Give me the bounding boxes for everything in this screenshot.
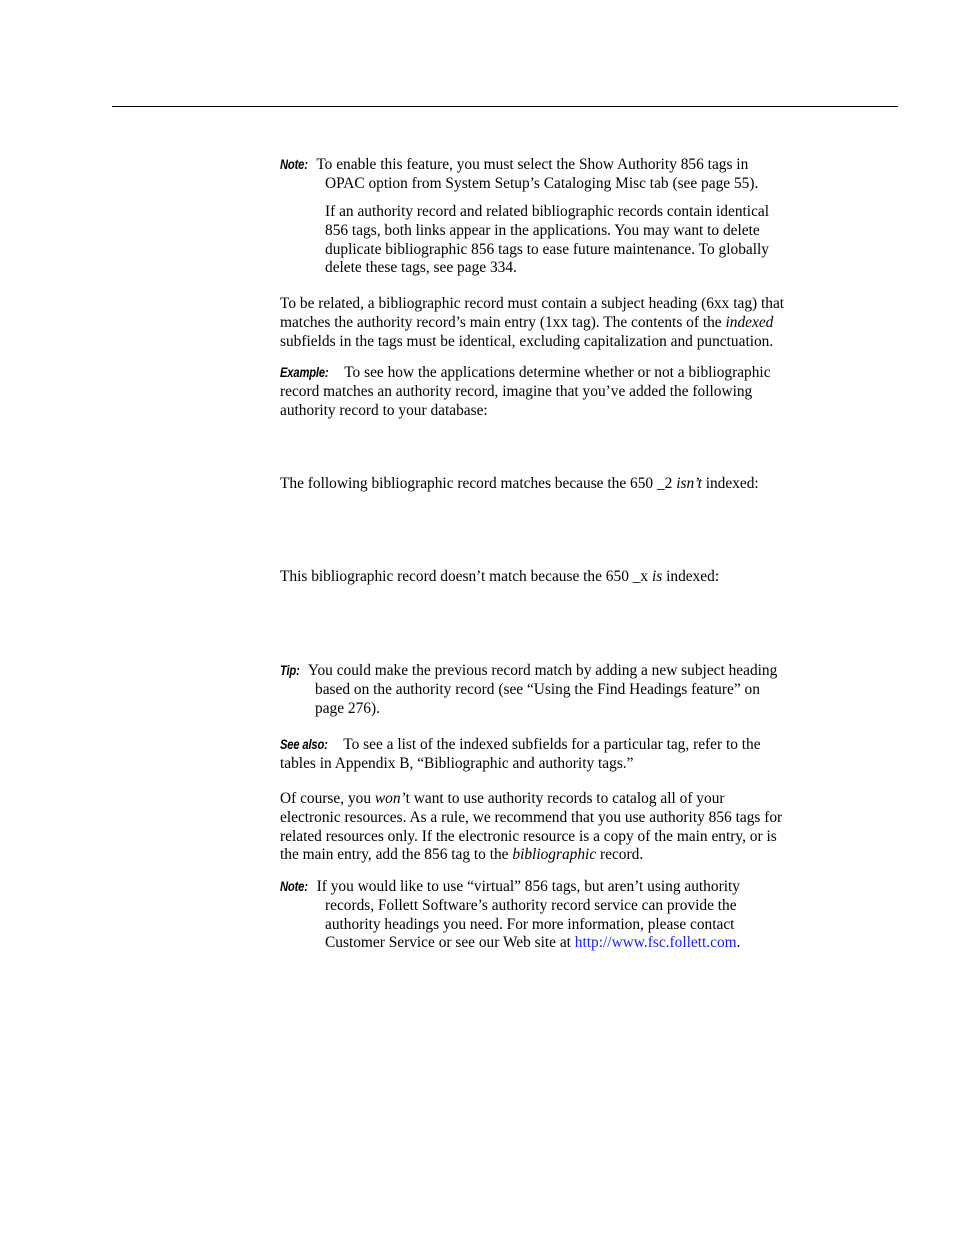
- paragraph-line: [280, 790, 846, 809]
- note-text: .: [736, 934, 741, 952]
- tip-text: You could make the previous record match by adding a new subject heading: [307, 662, 778, 679]
- example-text: authority record to your database:: [280, 401, 488, 419]
- note-label: Note:: [280, 878, 308, 894]
- see-also-first-line: [280, 735, 846, 755]
- paragraph-text: Of course, you: [280, 790, 375, 807]
- note-text: authority headings you need. For more information, please contact: [325, 915, 735, 933]
- note-first-line: [280, 877, 846, 897]
- note-text: If you would like to use “virtual” 856 tags, but aren’t using authority: [316, 878, 740, 895]
- note-label: Note:: [280, 156, 308, 172]
- paragraph-line: [280, 314, 846, 333]
- paragraph-line: [280, 475, 846, 494]
- paragraph-line: electronic resources. As a rule, we recommend that you use authority 856 tags for: [280, 808, 783, 826]
- see-also-text: To see a list of the indexed subfields for a particular tag, refer to the: [343, 736, 761, 753]
- emphasis-text: indexed: [725, 313, 774, 331]
- see-also-label: See also:: [280, 736, 328, 752]
- example-label: Example:: [280, 364, 329, 380]
- body-paragraph: [280, 295, 846, 351]
- see-also-block: [280, 735, 846, 774]
- note-text: delete these tags, see page 334.: [325, 259, 517, 277]
- note-text: If an authority record and related bibliographic records contain identical: [325, 203, 770, 220]
- paragraph-text: indexed:: [662, 568, 720, 585]
- paragraph-line: subfields in the tags must be identical, excluding capitalization and punctuation.: [280, 332, 774, 350]
- example-text: To see how the applications determine whether or not a bibliographic: [344, 364, 771, 381]
- nomatch-paragraph: [280, 568, 846, 587]
- paragraph-text: This bibliographic record doesn’t match because the 650 _x: [280, 568, 652, 585]
- tip-block: [280, 661, 846, 718]
- match-paragraph: [280, 475, 846, 494]
- paragraph-text: the main entry, add the 856 tag to the: [280, 846, 513, 864]
- paragraph-line: [280, 568, 846, 587]
- emphasis-text: isn’t: [676, 475, 702, 492]
- emphasis-text: is: [651, 568, 663, 585]
- paragraph-text: record.: [596, 846, 644, 864]
- note-text: records, Follett Software’s authority record service can provide the: [325, 896, 737, 914]
- note-text: Customer Service or see our Web site at: [325, 934, 575, 952]
- note-first-line: [280, 155, 846, 175]
- paragraph-text: t want to use authority records to catalog all of your: [405, 790, 725, 807]
- example-first-line: [280, 363, 846, 383]
- example-block: [280, 363, 846, 420]
- note-text: duplicate bibliographic 856 tags to ease future maintenance. To globally: [325, 240, 769, 258]
- note-paragraph: [280, 203, 846, 278]
- paragraph-line: related resources only. If the electronic resource is a copy of the main entry, or is: [280, 827, 777, 845]
- body-paragraph: [280, 790, 846, 865]
- tip-text: page 276).: [315, 699, 380, 717]
- paragraph-text: matches the authority record’s main entry (1xx tag). The contents of the: [280, 313, 726, 331]
- note-text: To enable this feature, you must select the Show Authority 856 tags in: [316, 156, 749, 173]
- tip-text: based on the authority record (see “Using the Find Headings feature” on: [315, 680, 760, 698]
- paragraph-line: [280, 846, 846, 865]
- tip-label: Tip:: [280, 662, 300, 678]
- note-text: OPAC option from System Setup’s Cataloging Misc tab (see page 55).: [325, 174, 759, 192]
- see-also-text: tables in Appendix B, “Bibliographic and authority tags.”: [280, 754, 634, 772]
- website-link[interactable]: http://www.fsc.follett.com: [574, 934, 737, 952]
- note-block: [280, 877, 846, 953]
- emphasis-text: won’: [374, 790, 406, 807]
- paragraph-line: To be related, a bibliographic record must contain a subject heading (6xx tag) that: [280, 295, 785, 312]
- tip-first-line: [280, 661, 846, 681]
- example-text: record matches an authority record, imagine that you’ve added the following: [280, 382, 753, 400]
- note-block: [280, 155, 846, 194]
- note-link-line: [280, 934, 846, 953]
- header-rule: [112, 106, 898, 107]
- paragraph-text: indexed:: [701, 475, 759, 492]
- note-text: 856 tags, both links appear in the applications. You may want to delete: [325, 221, 760, 239]
- emphasis-text: bibliographic: [512, 846, 597, 864]
- paragraph-text: The following bibliographic record matches because the 650 _2: [280, 475, 677, 492]
